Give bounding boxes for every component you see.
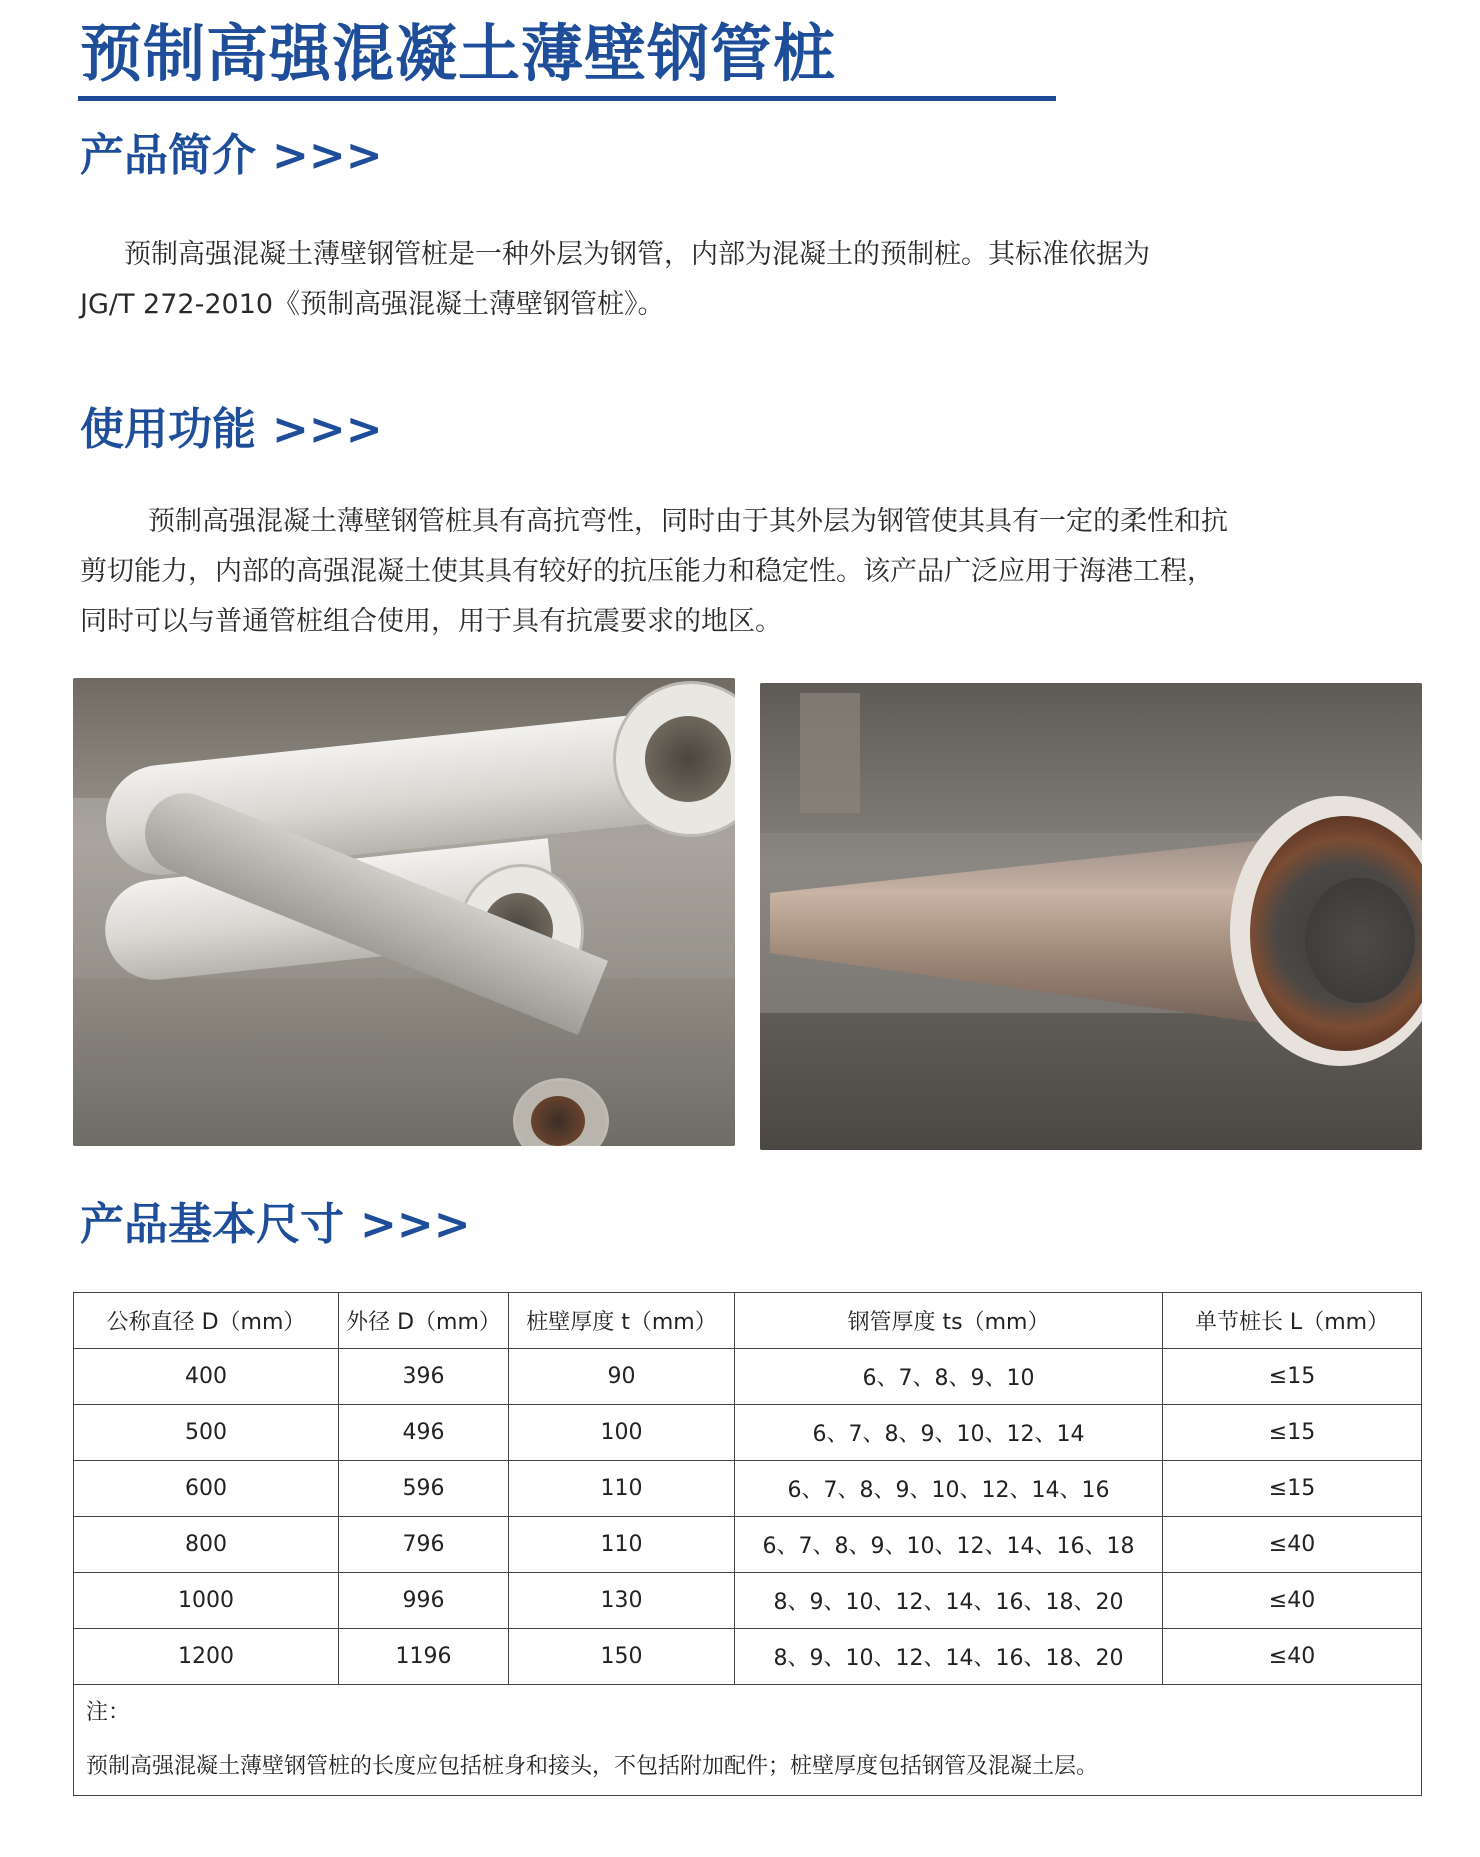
header-wall-thickness: 桩壁厚度 t（mm） bbox=[509, 1293, 735, 1349]
table-row bbox=[74, 1349, 1422, 1405]
cell-section-length: ≤40 bbox=[1163, 1573, 1422, 1629]
cell-steel-thickness: 6、7、8、9、10、12、14 bbox=[735, 1405, 1163, 1461]
dimensions-arrows: >>> bbox=[360, 1199, 471, 1250]
cell-section-length: ≤40 bbox=[1163, 1629, 1422, 1685]
table-row bbox=[74, 1573, 1422, 1629]
function-paragraph bbox=[80, 497, 1228, 647]
cell-outer-diameter: 496 bbox=[339, 1405, 509, 1461]
note-text: 预制高强混凝土薄壁钢管桩的长度应包括桩身和接头，不包括附加配件；桩壁厚度包括钢管及混凝土层。 bbox=[86, 1754, 1099, 1779]
concrete-piles-photo bbox=[73, 678, 735, 1146]
function-arrows: >>> bbox=[272, 404, 383, 455]
cell-wall-thickness: 110 bbox=[509, 1517, 735, 1573]
function-line-1: 预制高强混凝土薄壁钢管桩具有高抗弯性，同时由于其外层为钢管使其具有一定的柔性和抗 bbox=[148, 506, 1228, 537]
cell-outer-diameter: 596 bbox=[339, 1461, 509, 1517]
function-heading-text: 使用功能 bbox=[80, 404, 256, 455]
cell-steel-thickness: 8、9、10、12、14、16、18、20 bbox=[735, 1629, 1163, 1685]
steel-pipe-pile-photo bbox=[760, 683, 1422, 1150]
cell-wall-thickness: 130 bbox=[509, 1573, 735, 1629]
intro-line-2: JG/T 272-2010《预制高强混凝土薄壁钢管桩》。 bbox=[80, 289, 665, 320]
cell-steel-thickness: 6、7、8、9、10 bbox=[735, 1349, 1163, 1405]
note-label: 注： bbox=[86, 1700, 131, 1725]
intro-line-1: 预制高强混凝土薄壁钢管桩是一种外层为钢管，内部为混凝土的预制桩。其标准依据为 bbox=[124, 239, 1150, 270]
table-note-row bbox=[74, 1685, 1422, 1796]
section-heading-dimensions bbox=[80, 1197, 471, 1253]
cell-outer-diameter: 1196 bbox=[339, 1629, 509, 1685]
header-steel-thickness: 钢管厚度 ts（mm） bbox=[735, 1293, 1163, 1349]
intro-paragraph bbox=[80, 230, 1150, 330]
table-header-row bbox=[74, 1293, 1422, 1349]
function-line-2: 剪切能力，内部的高强混凝土使其具有较好的抗压能力和稳定性。该产品广泛应用于海港工程， bbox=[80, 556, 1214, 587]
header-outer-diameter: 外径 D（mm） bbox=[339, 1293, 509, 1349]
cell-nominal-diameter: 1200 bbox=[74, 1629, 339, 1685]
cell-steel-thickness: 6、7、8、9、10、12、14、16、18 bbox=[735, 1517, 1163, 1573]
cell-nominal-diameter: 1000 bbox=[74, 1573, 339, 1629]
page-title: 预制高强混凝土薄壁钢管桩 bbox=[80, 17, 837, 90]
intro-arrows: >>> bbox=[272, 130, 383, 181]
header-section-length: 单节桩长 L（mm） bbox=[1163, 1293, 1422, 1349]
cell-wall-thickness: 150 bbox=[509, 1629, 735, 1685]
cell-nominal-diameter: 600 bbox=[74, 1461, 339, 1517]
table-row bbox=[74, 1517, 1422, 1573]
dimensions-table bbox=[73, 1292, 1422, 1796]
cell-wall-thickness: 90 bbox=[509, 1349, 735, 1405]
cell-wall-thickness: 100 bbox=[509, 1405, 735, 1461]
cell-wall-thickness: 110 bbox=[509, 1461, 735, 1517]
table-note bbox=[74, 1685, 1422, 1796]
cell-section-length: ≤40 bbox=[1163, 1517, 1422, 1573]
table-row bbox=[74, 1461, 1422, 1517]
cell-nominal-diameter: 400 bbox=[74, 1349, 339, 1405]
cell-steel-thickness: 8、9、10、12、14、16、18、20 bbox=[735, 1573, 1163, 1629]
cell-steel-thickness: 6、7、8、9、10、12、14、16 bbox=[735, 1461, 1163, 1517]
section-heading-intro bbox=[80, 128, 383, 184]
table-row bbox=[74, 1629, 1422, 1685]
cell-outer-diameter: 396 bbox=[339, 1349, 509, 1405]
cell-outer-diameter: 996 bbox=[339, 1573, 509, 1629]
intro-heading-text: 产品简介 bbox=[80, 130, 256, 181]
cell-section-length: ≤15 bbox=[1163, 1461, 1422, 1517]
cell-outer-diameter: 796 bbox=[339, 1517, 509, 1573]
cell-section-length: ≤15 bbox=[1163, 1405, 1422, 1461]
table-row bbox=[74, 1405, 1422, 1461]
section-heading-function bbox=[80, 402, 383, 458]
function-line-3: 同时可以与普通管桩组合使用，用于具有抗震要求的地区。 bbox=[80, 606, 782, 637]
cell-nominal-diameter: 800 bbox=[74, 1517, 339, 1573]
header-nominal-diameter: 公称直径 D（mm） bbox=[74, 1293, 339, 1349]
dimensions-heading-text: 产品基本尺寸 bbox=[80, 1199, 344, 1250]
cell-section-length: ≤15 bbox=[1163, 1349, 1422, 1405]
title-underline bbox=[78, 96, 1056, 101]
cell-nominal-diameter: 500 bbox=[74, 1405, 339, 1461]
